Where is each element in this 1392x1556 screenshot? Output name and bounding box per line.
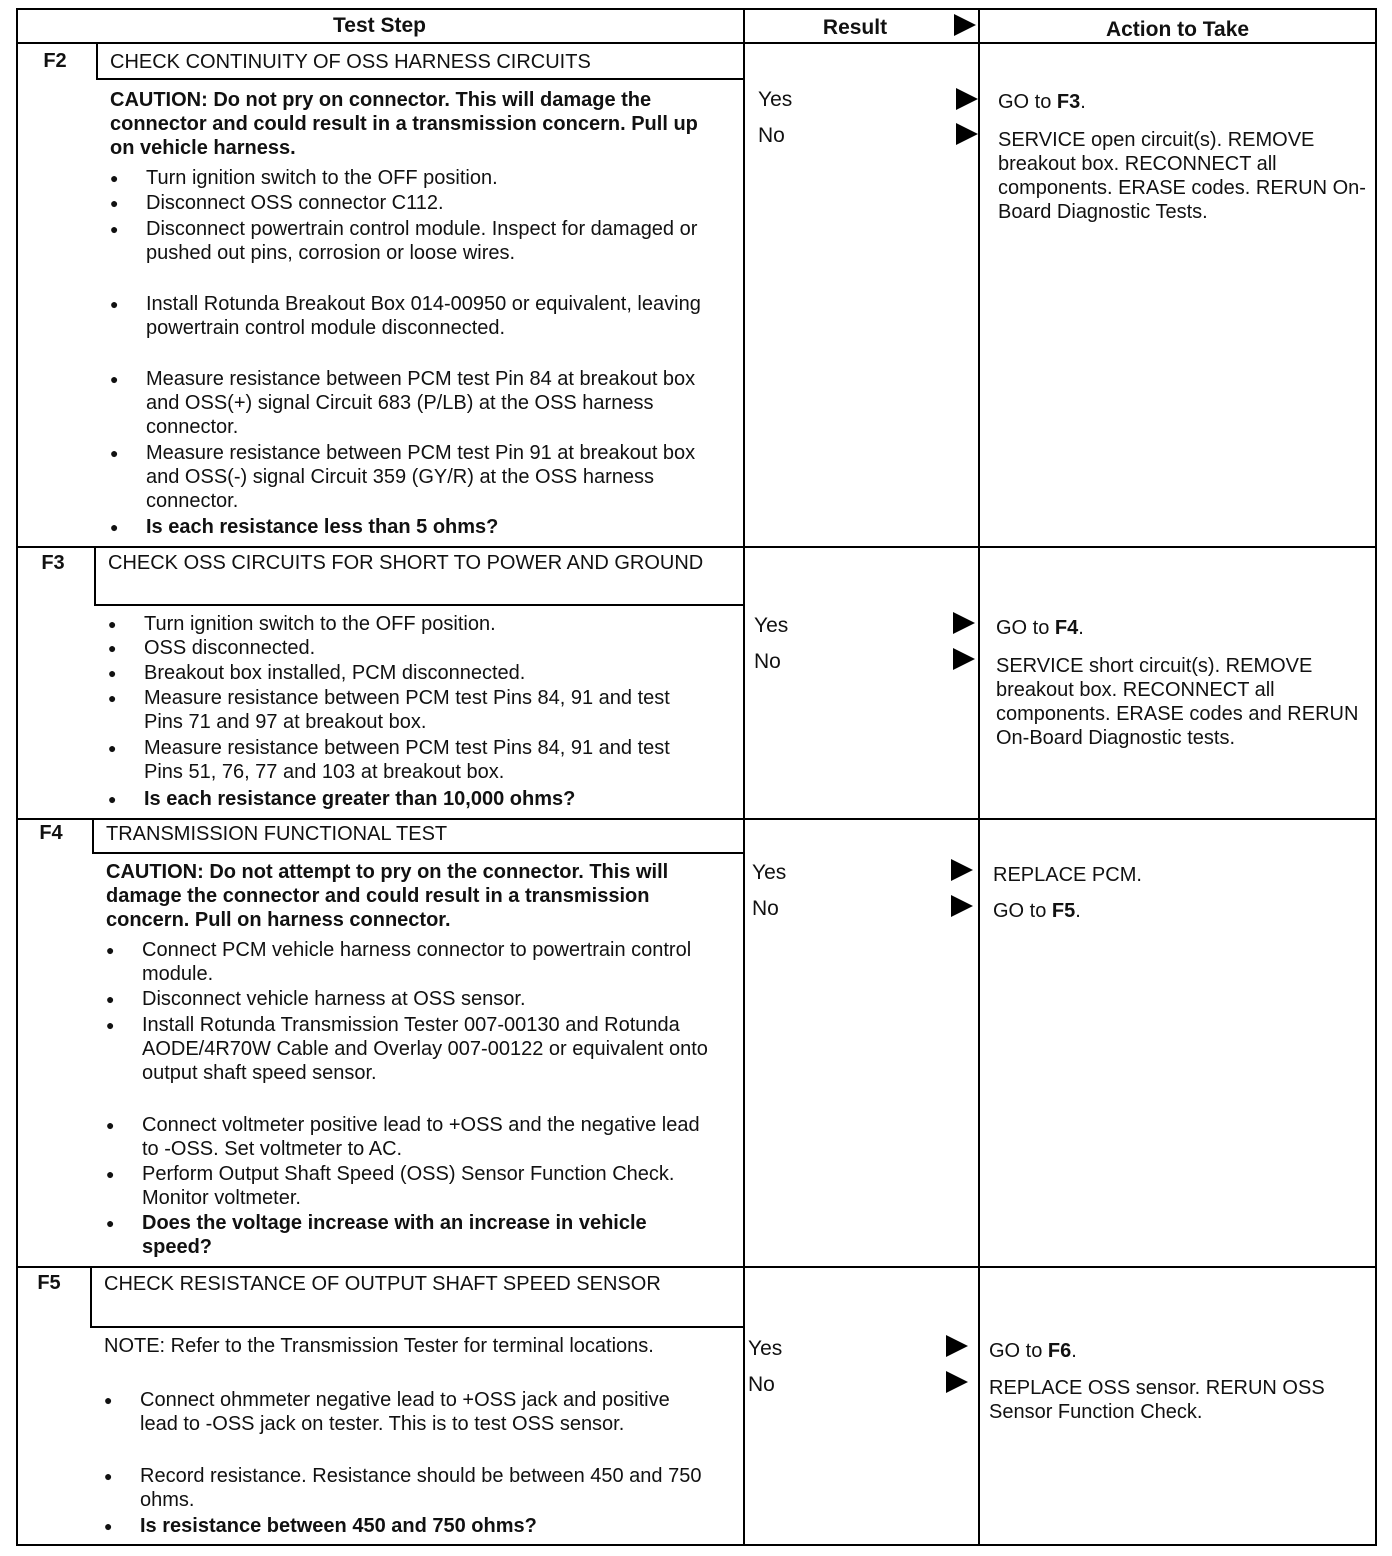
result-no: No bbox=[748, 1373, 775, 1396]
bullet-item: ● Measure resistance between PCM test Pin 84 at breakout box and OSS(+) signal Circuit 683 (P/LB) at the OSS harness connector. bbox=[146, 367, 716, 439]
step-title-f3: CHECK OSS CIRCUITS FOR SHORT TO POWER AND GROUND bbox=[108, 552, 704, 574]
step-id-f3: F3 bbox=[41, 552, 65, 574]
step-divider bbox=[16, 546, 1377, 548]
bullet-item: ● Connect ohmmeter negative lead to +OSS jack and positive lead to -OSS jack on tester. This is to test OSS sensor. bbox=[140, 1388, 710, 1436]
step-divider bbox=[16, 1266, 1377, 1268]
step-reference: F6 bbox=[1047, 1340, 1072, 1362]
step-id-divider bbox=[96, 42, 98, 78]
action-no-f5: REPLACE OSS sensor. RERUN OSS Sensor Function Check. bbox=[989, 1377, 1325, 1423]
bullet-item: ● OSS disconnected. bbox=[144, 636, 714, 660]
question-f2: ● Is each resistance less than 5 ohms? bbox=[146, 515, 716, 539]
action-yes-f2: GO to F3. bbox=[998, 91, 1086, 113]
bullet-item: ● Breakout box installed, PCM disconnected. bbox=[144, 661, 714, 685]
bullet-item: ● Install Rotunda Breakout Box 014-00950 or equivalent, leaving powertrain control module disconnected. bbox=[146, 292, 716, 340]
column-divider-result bbox=[743, 8, 745, 1546]
step-id-divider bbox=[92, 818, 94, 852]
caution-f2: CAUTION: Do not pry on connector. This will damage the connector and could result in a transmission concern. Pull up on vehicle harness. bbox=[110, 89, 698, 159]
arrow-icon bbox=[953, 612, 975, 634]
arrow-icon bbox=[946, 1335, 968, 1357]
question-f4: ● Does the voltage increase with an increase in vehicle speed? bbox=[142, 1211, 712, 1259]
step-id-divider bbox=[90, 1266, 92, 1326]
bullet-item: ● Record resistance. Resistance should be between 450 and 750 ohms. bbox=[140, 1464, 710, 1512]
header-arrow-icon bbox=[954, 14, 976, 36]
step-title-f5: CHECK RESISTANCE OF OUTPUT SHAFT SPEED SENSOR bbox=[104, 1273, 661, 1295]
result-no: No bbox=[752, 897, 779, 920]
note-f5: NOTE: Refer to the Transmission Tester for terminal locations. bbox=[104, 1335, 654, 1357]
step-id-divider bbox=[94, 546, 96, 604]
result-yes: Yes bbox=[752, 861, 787, 884]
column-divider-action bbox=[978, 8, 980, 1546]
header-test-step: Test Step bbox=[333, 14, 426, 37]
step-title-underline bbox=[92, 852, 743, 854]
step-title-underline bbox=[96, 78, 743, 80]
step-title-underline bbox=[94, 604, 743, 606]
action-no-f4: GO to F5. bbox=[993, 900, 1081, 922]
action-no-f2: SERVICE open circuit(s). REMOVE breakout box. RECONNECT all components. ERASE codes. RERUN On-Board Diagnostic Tests. bbox=[998, 129, 1366, 223]
bullet-item: ● Turn ignition switch to the OFF position. bbox=[144, 612, 714, 636]
bullet-item: ● Install Rotunda Transmission Tester 007-00130 and Rotunda AODE/4R70W Cable and Overlay 007-00122 or equivalent onto output shaft speed sensor. bbox=[142, 1013, 712, 1085]
header-divider bbox=[16, 42, 1377, 44]
result-no: No bbox=[754, 650, 781, 673]
arrow-icon bbox=[946, 1371, 968, 1393]
action-yes-f4: REPLACE PCM. bbox=[993, 864, 1142, 886]
step-reference: F3 bbox=[1056, 91, 1081, 113]
step-id-f5: F5 bbox=[37, 1272, 61, 1294]
arrow-icon bbox=[956, 123, 978, 145]
header-action: Action to Take bbox=[1105, 18, 1250, 41]
step-id-f4: F4 bbox=[39, 822, 63, 844]
action-yes-f3: GO to F4. bbox=[996, 617, 1084, 639]
result-yes: Yes bbox=[748, 1337, 783, 1360]
step-divider bbox=[16, 818, 1377, 820]
result-yes: Yes bbox=[758, 88, 793, 111]
bullet-item: ● Measure resistance between PCM test Pins 84, 91 and test Pins 51, 76, 77 and 103 at breakout box. bbox=[144, 736, 714, 784]
bullet-item: ● Disconnect vehicle harness at OSS sensor. bbox=[142, 987, 712, 1011]
arrow-icon bbox=[951, 895, 973, 917]
result-yes: Yes bbox=[754, 614, 789, 637]
step-reference: F5 bbox=[1051, 900, 1076, 922]
question-f3: ● Is each resistance greater than 10,000 ohms? bbox=[144, 787, 714, 811]
bullet-item: ● Disconnect powertrain control module. Inspect for damaged or pushed out pins, corrosion or loose wires. bbox=[146, 217, 716, 265]
action-no-f3: SERVICE short circuit(s). REMOVE breakout box. RECONNECT all components. ERASE codes and RERUN On-Board Diagnostic tests. bbox=[996, 655, 1359, 749]
arrow-icon bbox=[956, 88, 978, 110]
bullet-item: ● Disconnect OSS connector C112. bbox=[146, 191, 716, 215]
step-id-f2: F2 bbox=[43, 50, 67, 72]
action-yes-f5: GO to F6. bbox=[989, 1340, 1077, 1362]
question-f5: ● Is resistance between 450 and 750 ohms? bbox=[140, 1514, 710, 1538]
bullet-item: ● Measure resistance between PCM test Pins 84, 91 and test Pins 71 and 97 at breakout box. bbox=[144, 686, 714, 734]
caution-f4: CAUTION: Do not attempt to pry on the connector. This will damage the connector and could result in a transmission concern. Pull on harness connector. bbox=[106, 861, 669, 931]
bullet-item: ● Turn ignition switch to the OFF position. bbox=[146, 166, 716, 190]
bullet-item: ● Perform Output Shaft Speed (OSS) Sensor Function Check. Monitor voltmeter. bbox=[142, 1162, 712, 1210]
bullet-item: ● Connect voltmeter positive lead to +OSS and the negative lead to -OSS. Set voltmeter to AC. bbox=[142, 1113, 712, 1161]
bullet-item: ● Connect PCM vehicle harness connector to powertrain control module. bbox=[142, 938, 712, 986]
step-reference: F4 bbox=[1054, 617, 1079, 639]
result-no: No bbox=[758, 124, 785, 147]
step-title-f4: TRANSMISSION FUNCTIONAL TEST bbox=[106, 823, 448, 845]
arrow-icon bbox=[953, 648, 975, 670]
step-title-underline bbox=[90, 1326, 743, 1328]
header-result: Result bbox=[822, 16, 888, 39]
bullet-item: ● Measure resistance between PCM test Pin 91 at breakout box and OSS(-) signal Circuit 359 (GY/R) at the OSS harness connector. bbox=[146, 441, 716, 513]
step-title-f2: CHECK CONTINUITY OF OSS HARNESS CIRCUITS bbox=[110, 51, 591, 73]
arrow-icon bbox=[951, 859, 973, 881]
